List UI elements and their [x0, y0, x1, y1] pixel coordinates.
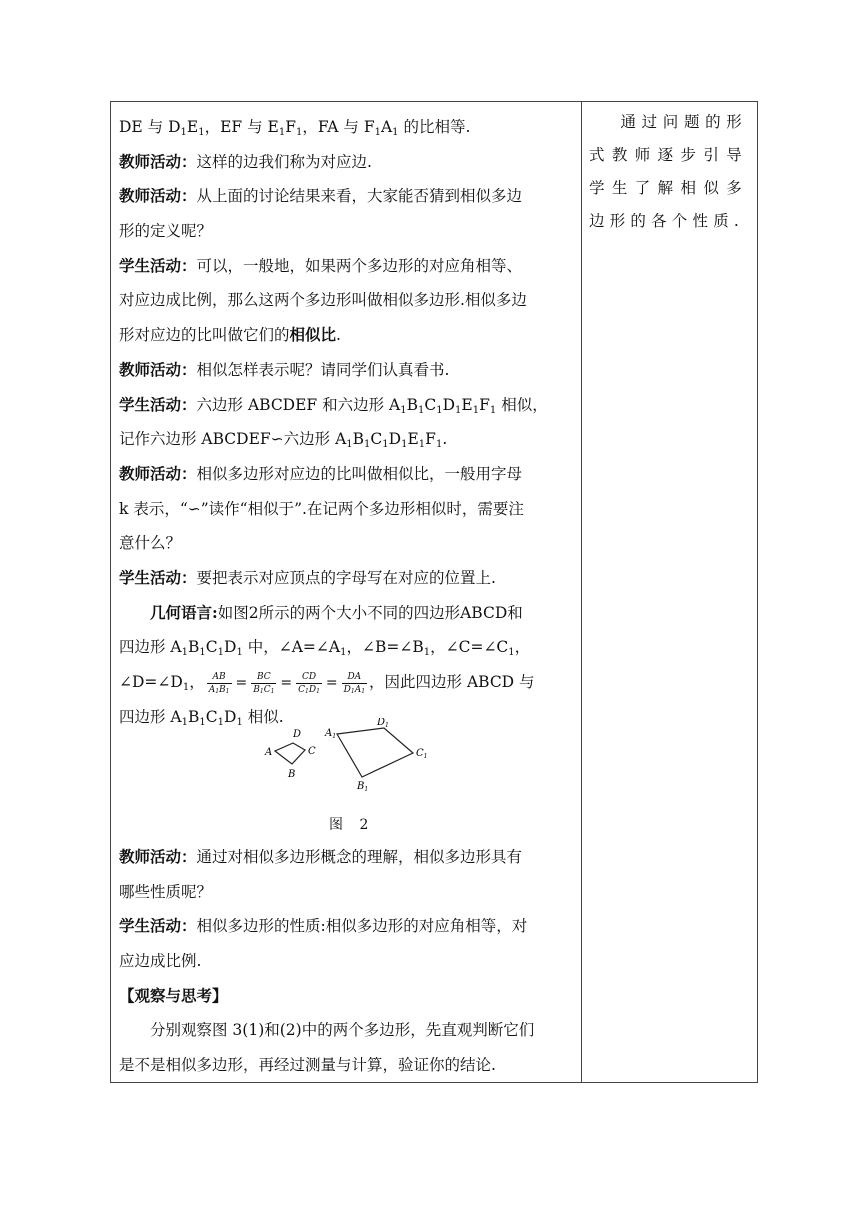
paragraph-2: 教师活动：这样的边我们称为对应边. — [119, 151, 372, 171]
vertex-D: D — [293, 729, 302, 740]
vertex-B1: $B_1$ — [357, 781, 369, 793]
ratio-fraction: $\frac{AB}{A_1B_1}$ — [208, 671, 230, 695]
vertex-C1: $C_1$ — [416, 748, 428, 760]
side-note: 通过问题的形式教师逐步引导学生了解相似多边形的各个性质. — [589, 113, 747, 230]
quadrilateral-figure — [249, 718, 449, 818]
paragraph-5: 教师活动：相似怎样表示呢？请同学们认真看书. — [119, 359, 450, 379]
paragraph-9: 几何语言:如图2所示的两个大小不同的四边形ABCD和 — [150, 602, 523, 622]
lesson-table — [110, 101, 758, 1083]
paragraph-9-angles: 四边形 $A_1B_1C_1D_1$ 中，$\angle A=\angle A_1$，$\angle B=\angle B_1$，$\angle C=\angle C_1$， — [119, 638, 531, 659]
paragraph-3-cont: 形的定义呢？ — [119, 222, 213, 241]
section-heading: 【观察与思考】 — [119, 985, 228, 1005]
paragraph-4-end: 形对应边的比叫做它们的相似比. — [119, 325, 341, 345]
ratio-fraction: $\frac{DA}{D_1A_1}$ — [343, 671, 366, 695]
paragraph-7-end: 意什么？ — [119, 534, 182, 553]
paragraph-7: 教师活动：相似多边形对应边的比叫做相似比，一般用字母 — [119, 463, 523, 483]
paragraph-1: DE 与 $D_1E_1$，EF 与 $E_1F_1$，FA 与 $F_1A_1$ 的比相等. — [119, 118, 471, 138]
paragraph-9-ratios: $\angle D=\angle D_1$， $\frac{AB}{A_1B_1}$ = $\frac{BC}{B_1C_1}$ = $\frac{CD}{C_1D_1}$ = $\frac{DA}{D_1A_1}$ ，因此四边形 ABCD 与 — [119, 671, 535, 695]
paragraph-10: 教师活动：通过对相似多边形概念的理解，相似多边形具有 — [119, 847, 523, 866]
paragraph-4-cont: 对应边成比例，那么这两个多边形叫做相似多边形.相似多边 — [119, 291, 527, 310]
paragraph-6-cont: 记作六边形 ABCDEF∽六边形 $A_1B_1C_1D_1E_1F_1$. — [119, 430, 448, 451]
paragraph-10-cont: 哪些性质呢？ — [119, 882, 213, 901]
ratio-fraction: $\frac{BC}{B_1C_1}$ — [253, 671, 275, 695]
paragraph-3: 教师活动：从上面的讨论结果来看，大家能否猜到相似多边 — [119, 186, 523, 206]
paragraph-8: 学生活动：要把表示对应顶点的字母写在对应的位置上. — [119, 567, 496, 587]
paragraph-11: 学生活动：相似多边形的性质:相似多边形的对应角相等，对 — [119, 916, 528, 936]
vertex-A: A — [265, 747, 273, 758]
paragraph-13: 分别观察图 3(1)和(2)中的两个多边形，先直观判断它们 — [150, 1021, 535, 1040]
vertex-C: C — [308, 746, 316, 757]
paragraph-11-cont: 应边成比例. — [119, 952, 202, 971]
paragraph-7-cont: k 表示，“∽”读作“相似于”.在记两个多边形相似时，需要注 — [119, 499, 524, 518]
vertex-A1: $A_1$ — [325, 728, 337, 740]
main-column — [119, 110, 575, 734]
ratio-fraction: $\frac{CD}{C_1D_1}$ — [298, 671, 320, 695]
main-column-lower — [119, 840, 575, 1083]
paragraph-9-end: 四边形 $A_1B_1C_1D_1$ 相似. — [119, 707, 284, 728]
large-quadrilateral — [337, 728, 413, 777]
paragraph-13-cont: 是不是相似多边形，再经过测量与计算，验证你的结论. — [119, 1056, 496, 1075]
column-divider — [581, 102, 582, 1082]
figure-caption: 图 2 — [329, 817, 375, 833]
paragraph-4: 学生活动：可以，一般地，如果两个多边形的对应角相等、 — [119, 255, 523, 275]
small-quadrilateral — [275, 743, 305, 764]
vertex-B: B — [288, 769, 296, 780]
vertex-D1: $D_1$ — [377, 718, 389, 729]
paragraph-6: 学生活动：六边形 ABCDEF 和六边形 $A_1B_1C_1D_1E_1F_1$ 相似， — [119, 394, 548, 416]
